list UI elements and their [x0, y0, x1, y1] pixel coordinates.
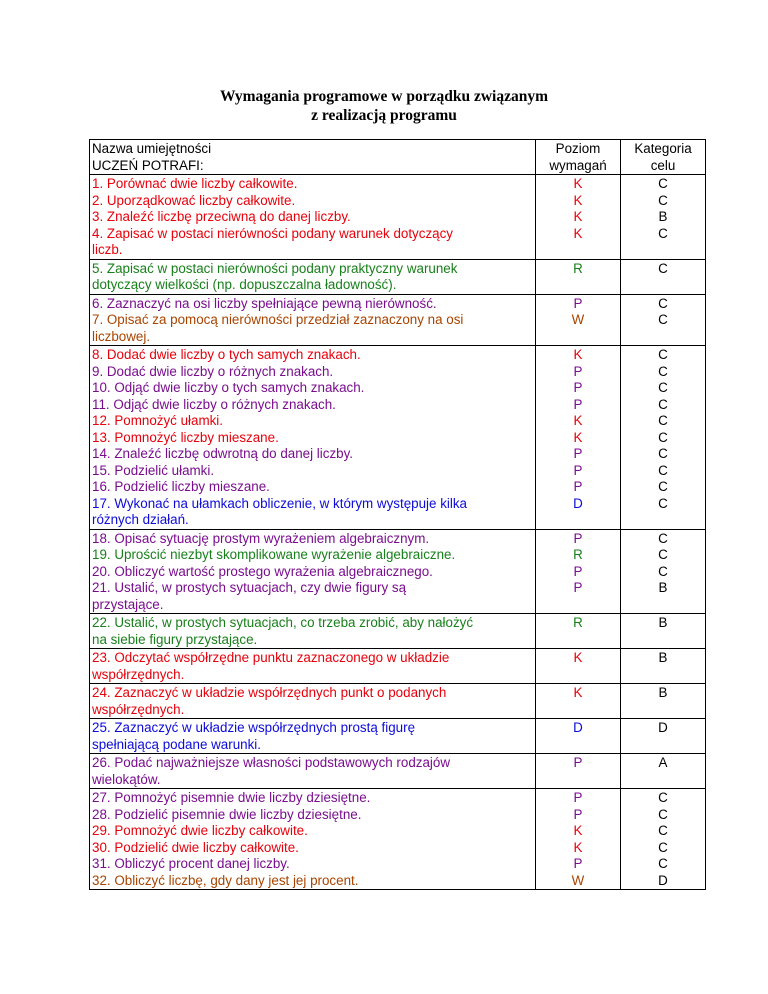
skill-text-line: 7. Opisać za pomocą nierówności przedział zaznaczony na osi [92, 312, 464, 327]
category-cell [621, 294, 706, 346]
skill-text-line: współrzędnych. [92, 666, 185, 682]
level-value: P [573, 580, 583, 595]
skill-cell [90, 614, 536, 649]
level-cell [536, 614, 621, 649]
skill-text-line: różnych działań. [92, 512, 189, 527]
level-value: P [573, 446, 583, 461]
category-cell [621, 719, 706, 754]
table-row [90, 684, 706, 719]
level-cell [536, 346, 621, 530]
skill-text-line: liczbowej. [92, 328, 151, 344]
category-value: C [658, 429, 668, 445]
level-value: K [573, 413, 583, 428]
table-row [90, 529, 706, 614]
level-value: K [573, 225, 583, 241]
skill-text-line: 13. Pomnożyć liczby mieszane. [92, 429, 279, 445]
skill-text-line: 26. Podać najważniejsze własności podstawowych rodzajów [92, 755, 451, 770]
title-line-1: Wymagania programowe w porządku związanym [219, 88, 549, 105]
skill-text-line: przystające. [92, 596, 164, 612]
skill-text-line: 6. Zaznaczyć na osi liczby spełniające pewną nierówność. [92, 295, 437, 311]
category-value: C [658, 295, 668, 311]
level-cell [536, 294, 621, 346]
skill-text-line: 21. Ustalić, w prostych sytuacjach, czy dwie figury są [92, 580, 407, 595]
category-value: C [658, 396, 668, 412]
skill-cell [90, 259, 536, 294]
table-row [90, 294, 706, 346]
category-value: C [658, 495, 668, 511]
level-value: P [573, 380, 583, 395]
skill-text-line: 23. Odczytać współrzędne punktu zaznaczonego w układzie [92, 650, 450, 665]
header-line: UCZEŃ POTRAFI: [92, 157, 204, 173]
skill-text-line: 15. Podzielić ułamki. [92, 462, 215, 478]
skill-text-line: 11. Odjąć dwie liczby o różnych znakach. [92, 396, 336, 412]
skill-text-line: 18. Opisać sytuację prostym wyrażeniem algebraicznym. [92, 530, 430, 546]
category-value: C [658, 823, 668, 838]
level-cell [536, 789, 621, 890]
level-value: R [573, 615, 583, 630]
category-value: C [658, 192, 668, 208]
category-value: D [658, 720, 668, 735]
category-value: B [658, 685, 668, 700]
requirements-table-body [90, 140, 706, 890]
table-row [90, 614, 706, 649]
header-row [90, 140, 706, 175]
level-value: P [573, 790, 583, 805]
category-cell [621, 175, 706, 260]
skill-text-line: wielokątów. [92, 771, 161, 787]
table-row [90, 719, 706, 754]
level-cell [536, 259, 621, 294]
level-cell [536, 754, 621, 789]
skill-text-line: na siebie figury przystające. [92, 631, 258, 647]
level-value: K [573, 209, 583, 224]
level-cell [536, 684, 621, 719]
category-value: C [658, 380, 668, 395]
category-cell [621, 649, 706, 684]
category-cell [621, 684, 706, 719]
category-cell [621, 346, 706, 530]
category-value: C [658, 547, 668, 562]
skill-text-line: 16. Podzielić liczby mieszane. [92, 479, 270, 494]
category-value: B [658, 650, 668, 665]
category-cell [621, 789, 706, 890]
skill-text-line: współrzędnych. [92, 701, 185, 717]
skill-cell [90, 529, 536, 614]
level-value: D [573, 495, 583, 511]
skill-text-line: 1. Porównać dwie liczby całkowite. [92, 176, 298, 191]
skill-cell [90, 649, 536, 684]
level-value: K [573, 176, 583, 191]
level-value: P [573, 856, 583, 871]
skill-cell [90, 684, 536, 719]
skill-text-line: 2. Uporządkować liczby całkowite. [92, 192, 296, 208]
category-value: C [658, 312, 668, 327]
skill-text-line: 31. Obliczyć procent danej liczby. [92, 856, 290, 871]
category-value: C [658, 446, 668, 461]
header-line: Poziom [555, 141, 601, 156]
level-cell [536, 175, 621, 260]
table-row [90, 259, 706, 294]
skill-text-line: 17. Wykonać na ułamkach obliczenie, w którym występuje kilka [92, 495, 467, 511]
table-row [90, 789, 706, 890]
title-line-2: z realizacją programu [311, 107, 457, 124]
category-cell [621, 614, 706, 649]
category-value: C [658, 479, 668, 494]
level-value: R [573, 547, 583, 562]
header-line: celu [650, 157, 676, 173]
level-value: K [573, 650, 583, 665]
category-value: C [658, 260, 668, 276]
level-value: D [573, 720, 583, 735]
header-line: Kategoria [634, 141, 692, 156]
skill-text-line: 14. Znaleźć liczbę odwrotną do danej liczby. [92, 446, 354, 461]
level-value: P [573, 396, 583, 412]
level-value: K [573, 685, 583, 700]
skill-cell [90, 294, 536, 346]
level-value: K [573, 839, 583, 855]
level-value: P [573, 479, 583, 494]
skill-cell [90, 346, 536, 530]
level-value: K [573, 347, 583, 362]
level-value: P [573, 563, 583, 579]
skill-text-line: dotyczący wielkości (np. dopuszczalna ładowność). [92, 277, 397, 292]
category-value: B [658, 615, 668, 630]
category-value: C [658, 530, 668, 546]
skill-text-line: 25. Zaznaczyć w układzie współrzędnych prostą figurę [92, 720, 416, 735]
table-row [90, 175, 706, 260]
level-value: P [573, 755, 583, 770]
skill-text-line: 10. Odjąć dwie liczby o tych samych znakach. [92, 380, 365, 395]
category-value: B [658, 209, 668, 224]
skill-cell [90, 719, 536, 754]
category-value: C [658, 839, 668, 855]
category-value: C [658, 225, 668, 241]
category-cell [621, 529, 706, 614]
skill-text-line: 24. Zaznaczyć w układzie współrzędnych punkt o podanych [92, 685, 447, 700]
category-value: C [658, 856, 668, 871]
level-value: R [573, 260, 583, 276]
header-level [536, 140, 621, 175]
table-row [90, 754, 706, 789]
skill-cell [90, 175, 536, 260]
skill-text-line: 8. Dodać dwie liczby o tych samych znakach. [92, 347, 361, 362]
header-category [621, 140, 706, 175]
category-value: C [658, 790, 668, 805]
requirements-table [89, 139, 706, 890]
skill-text-line: spełniającą podane warunki. [92, 736, 261, 752]
header-line: wymagań [549, 157, 607, 173]
header-skill-name [90, 140, 536, 175]
skill-text-line: 22. Ustalić, w prostych sytuacjach, co trzeba zrobić, aby nałożyć [92, 615, 474, 630]
category-value: C [658, 462, 668, 478]
level-value: P [573, 295, 583, 311]
skill-text-line: 20. Obliczyć wartość prostego wyrażenia algebraicznego. [92, 563, 433, 579]
level-cell [536, 529, 621, 614]
skill-text-line: 30. Podzielić dwie liczby całkowite. [92, 839, 299, 855]
category-value: C [658, 563, 668, 579]
skill-text-line: 5. Zapisać w postaci nierówności podany praktyczny warunek [92, 260, 458, 276]
header-line: Nazwa umiejętności [92, 141, 212, 156]
level-value: P [573, 806, 583, 822]
skill-text-line: 3. Znaleźć liczbę przeciwną do danej liczby. [92, 209, 351, 224]
skill-cell [90, 789, 536, 890]
category-value: B [658, 580, 668, 595]
skill-text-line: 32. Obliczyć liczbę, gdy dany jest jej procent. [92, 872, 359, 888]
level-value: K [573, 429, 583, 445]
category-value: C [658, 806, 668, 822]
category-cell [621, 754, 706, 789]
level-cell [536, 719, 621, 754]
level-value: K [573, 192, 583, 208]
level-value: K [573, 823, 583, 838]
skill-text-line: 9. Dodać dwie liczby o różnych znakach. [92, 363, 334, 379]
category-value: C [658, 347, 668, 362]
skill-cell [90, 754, 536, 789]
level-value: P [573, 530, 583, 546]
category-value: A [658, 755, 668, 770]
category-value: C [658, 176, 668, 191]
skill-text-line: 28. Podzielić pisemnie dwie liczby dziesiętne. [92, 806, 362, 822]
category-value: C [658, 413, 668, 428]
level-cell [536, 649, 621, 684]
category-value: C [658, 363, 668, 379]
skill-text-line: 29. Pomnożyć dwie liczby całkowite. [92, 823, 308, 838]
skill-text-line: 4. Zapisać w postaci nierówności podany warunek dotyczący [92, 225, 453, 241]
table-row [90, 649, 706, 684]
table-row [90, 346, 706, 530]
level-value: P [573, 363, 583, 379]
skill-text-line: liczb. [92, 242, 123, 257]
skill-text-line: 12. Pomnożyć ułamki. [92, 413, 223, 428]
level-value: W [571, 872, 585, 888]
skill-text-line: 19. Uprościć niezbyt skomplikowane wyrażenie algebraiczne. [92, 547, 456, 562]
level-value: P [573, 462, 583, 478]
page-title [0, 87, 768, 125]
skill-text-line: 27. Pomnożyć pisemnie dwie liczby dziesiętne. [92, 790, 371, 805]
level-value: W [571, 312, 585, 327]
category-value: D [658, 872, 668, 888]
category-cell [621, 259, 706, 294]
